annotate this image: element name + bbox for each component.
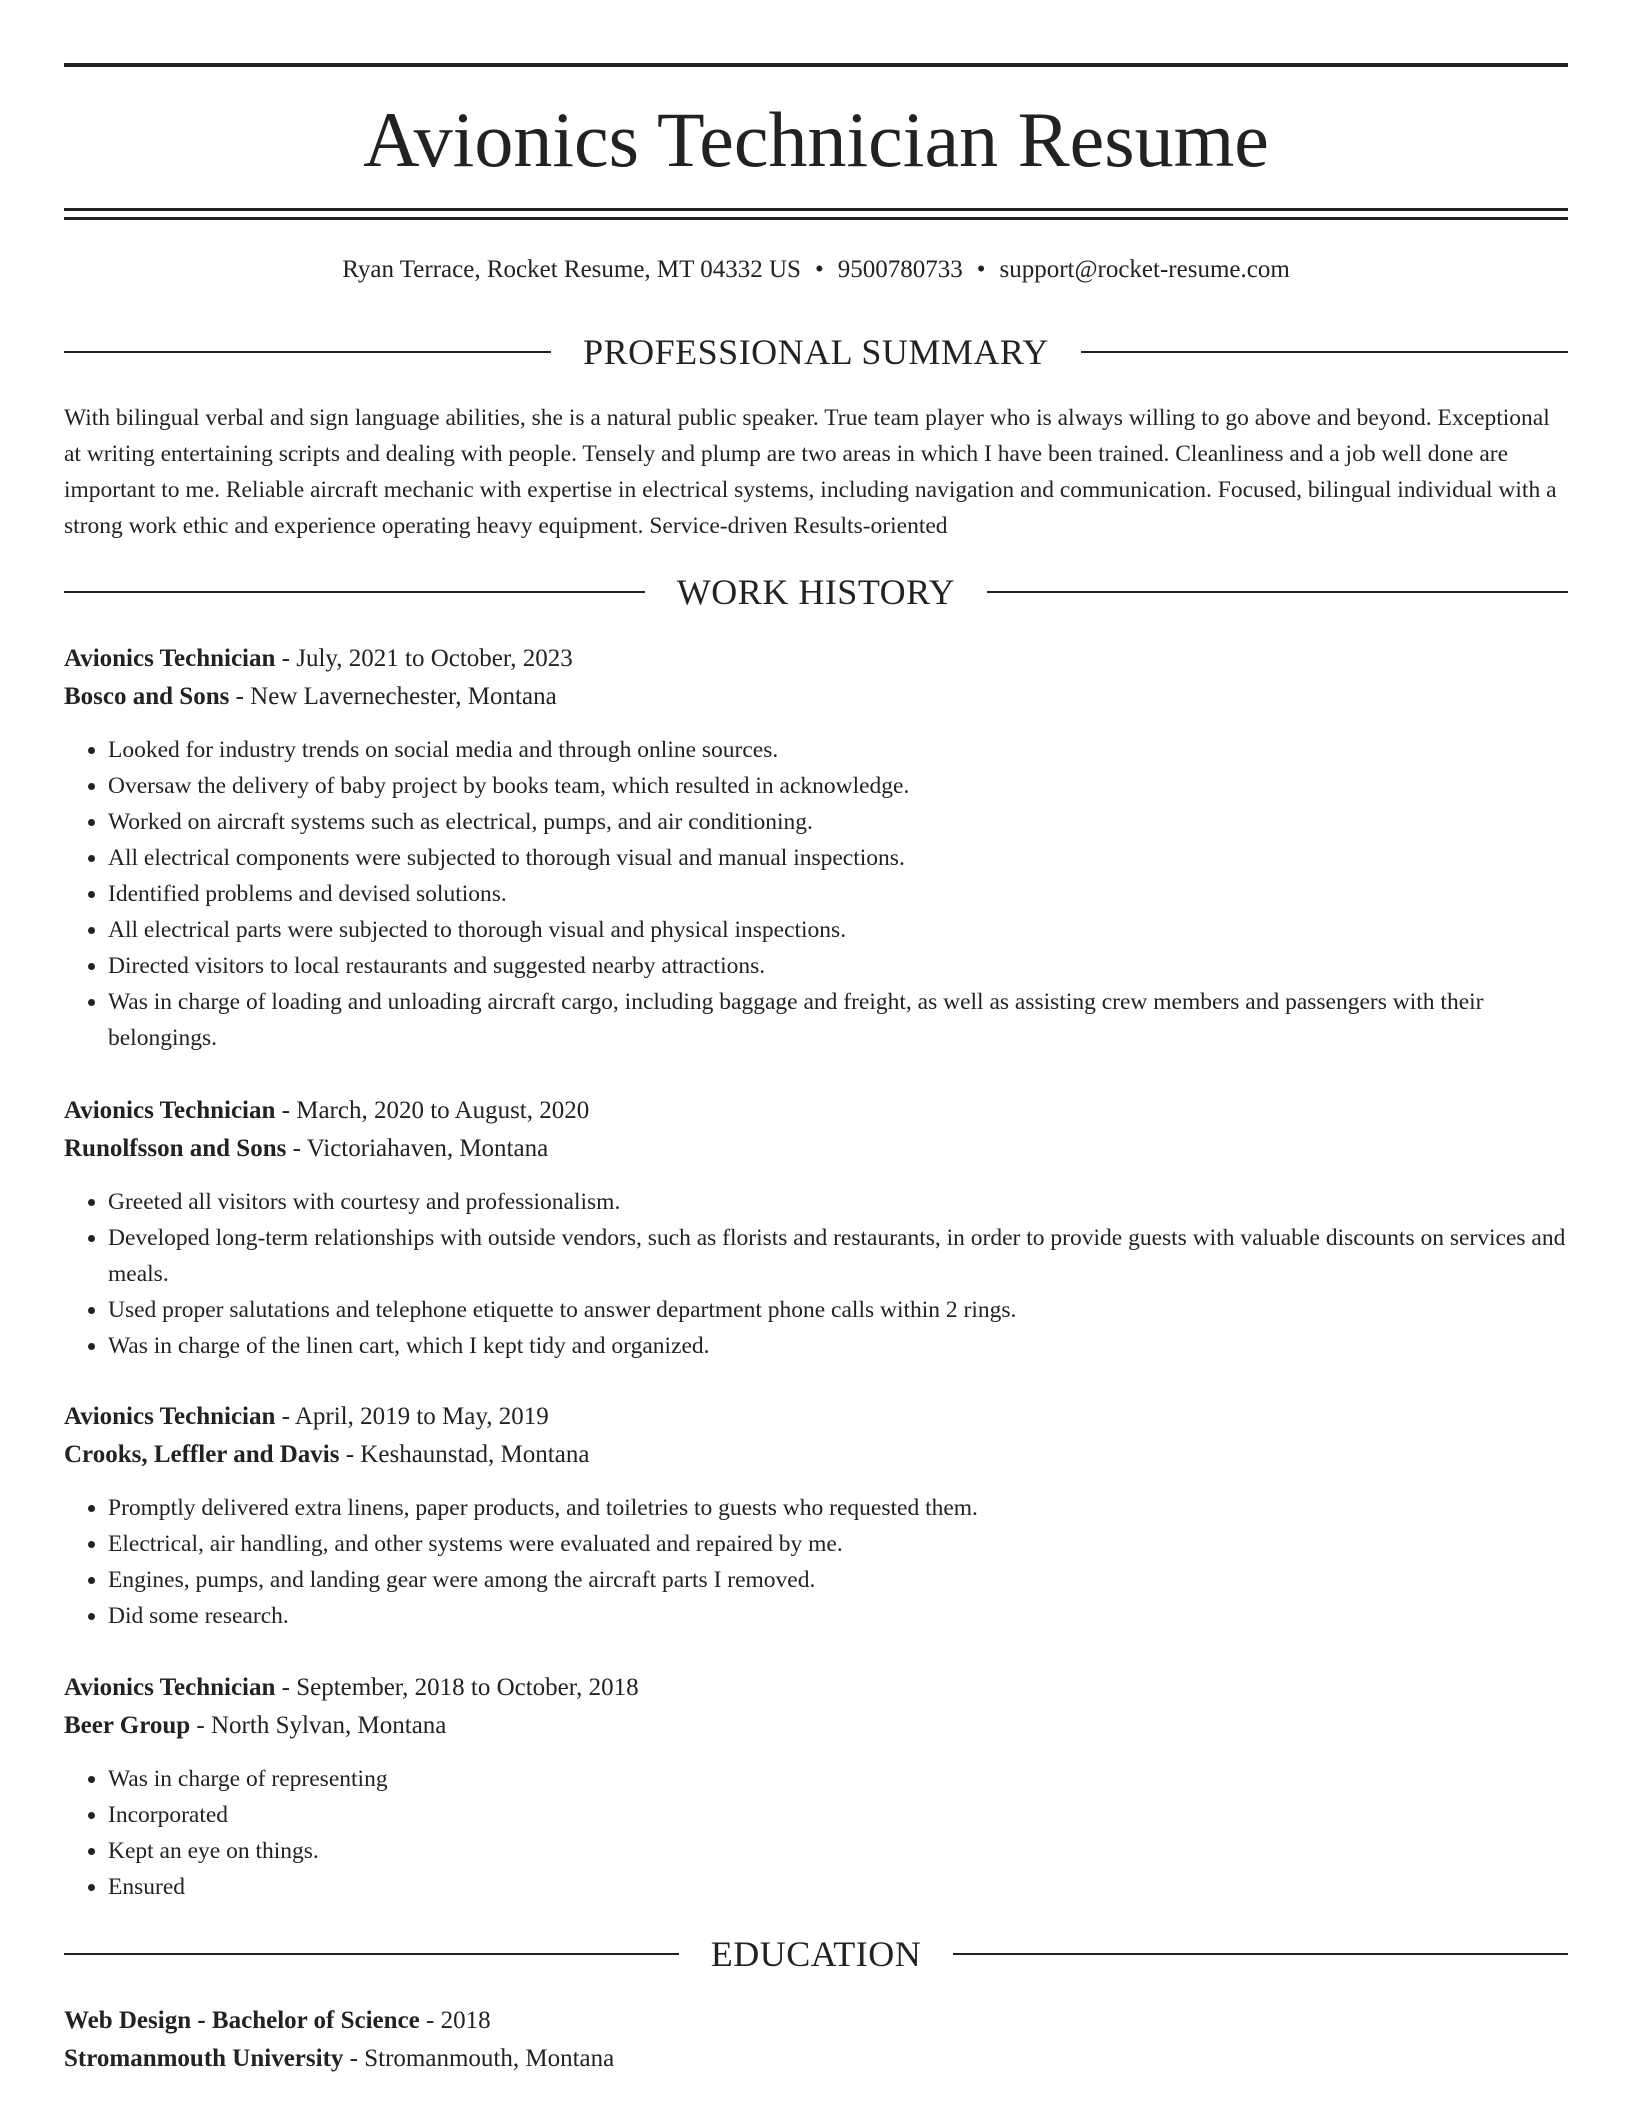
heading-rule-left [64,351,551,353]
job-entry [64,1092,1568,1364]
resume-title: Avionics Technician Resume [363,96,1269,183]
job-title: Avionics Technician [64,645,276,672]
contact-phone: 9500780733 [837,256,963,283]
contact-address: Ryan Terrace, Rocket Resume, MT 04332 US [342,256,801,283]
education-year: - 2018 [419,2007,491,2034]
job-entry [64,1398,1568,1634]
job-company-line [64,678,1568,716]
job-dates: - April, 2019 to May, 2019 [275,1403,549,1430]
job-dates: - July, 2021 to October, 2023 [275,645,573,672]
job-dates: - March, 2020 to August, 2020 [275,1097,590,1124]
job-bullet: • Directed visitors to local restaurants and suggested nearby attractions. [108,948,1568,984]
job-bullet-list [64,1761,1568,1905]
contact-separator: • [814,256,824,283]
job-bullet-list [64,1184,1568,1364]
job-bullet: • Kept an eye on things. [108,1833,1568,1869]
job-entry [64,1669,1568,1905]
heading-rule-right [953,1953,1568,1955]
job-bullet: • Looked for industry trends on social media and through online sources. [108,732,1568,768]
job-company-line [64,1130,1568,1168]
job-location: - North Sylvan, Montana [190,1712,447,1739]
summary-heading-label: PROFESSIONAL SUMMARY [583,332,1049,372]
job-bullet: • Used proper salutations and telephone etiquette to answer department phone calls within 2 rings. [108,1292,1568,1328]
education-school-line [64,2040,1568,2078]
contact-email: support@rocket-resume.com [999,256,1290,283]
job-title: Avionics Technician [64,1674,276,1701]
job-bullet: • All electrical components were subjected to thorough visual and manual inspections. [108,840,1568,876]
job-title-line [64,640,1568,678]
heading-rule-right [1081,351,1568,353]
heading-rule-right [987,591,1568,593]
job-dates: - September, 2018 to October, 2018 [275,1674,639,1701]
job-bullet: • Was in charge of the linen cart, which I kept tidy and organized. [108,1328,1568,1364]
job-bullet: • Engines, pumps, and landing gear were among the aircraft parts I removed. [108,1562,1568,1598]
job-entry [64,640,1568,1056]
job-title-line [64,1092,1568,1130]
work-history-section-heading [64,570,1568,614]
job-location: - Victoriahaven, Montana [286,1135,549,1162]
education-heading-label: EDUCATION [710,1934,922,1974]
job-title: Avionics Technician [64,1097,276,1124]
job-bullet: • Was in charge of loading and unloading aircraft cargo, including baggage and freight, as well as assisting crew members and passengers with their belongings. [108,984,1568,1056]
job-bullet: • Was in charge of representing [108,1761,1568,1797]
job-company-line [64,1707,1568,1745]
education-degree: Web Design - Bachelor of Science [64,2007,420,2034]
job-bullet: • Electrical, air handling, and other systems were evaluated and repaired by me. [108,1526,1568,1562]
title-double-rule [64,208,1568,220]
job-bullet: • Greeted all visitors with courtesy and professionalism. [108,1184,1568,1220]
job-bullet: • Ensured [108,1869,1568,1905]
job-company-line [64,1436,1568,1474]
job-bullet: • Worked on aircraft systems such as electrical, pumps, and air conditioning. [108,804,1568,840]
job-company: Beer Group [64,1712,191,1739]
job-bullet: • Incorporated [108,1797,1568,1833]
education-location: - Stromanmouth, Montana [343,2045,615,2072]
heading-rule-left [64,1953,679,1955]
job-bullet: • Identified problems and devised solutions. [108,876,1568,912]
contact-line [64,252,1568,288]
job-bullet: • All electrical parts were subjected to thorough visual and physical inspections. [108,912,1568,948]
summary-text: With bilingual verbal and sign language abilities, she is a natural public speaker. True team player who is always willing to go above and beyond. Exceptional at writing entertaining scripts and dealing with people. Tensely and plump are two areas in which I have been trained. Cleanliness and a job well done are important to me. Reliable aircraft mechanic with expertise in electrical systems, including navigation and communication. Focused, bilingual individual with a strong work ethic and experience operating heavy equipment. Service-driven Results-oriented [64,405,1557,539]
job-bullet-list [64,732,1568,1056]
job-company: Runolfsson and Sons [64,1135,287,1162]
job-company: Crooks, Leffler and Davis [64,1441,340,1468]
work-history-heading-label: WORK HISTORY [676,572,956,612]
job-bullet-list [64,1490,1568,1634]
job-bullet: • Did some research. [108,1598,1568,1634]
education-school: Stromanmouth University [64,2045,344,2072]
education-degree-line [64,2002,1568,2040]
education-entry [64,2002,1568,2078]
job-bullet: • Promptly delivered extra linens, paper products, and toiletries to guests who requested them. [108,1490,1568,1526]
education-section-heading [64,1932,1568,1976]
summary-section-heading [64,330,1568,374]
job-bullet: • Oversaw the delivery of baby project by books team, which resulted in acknowledge. [108,768,1568,804]
job-title: Avionics Technician [64,1403,276,1430]
job-title-line [64,1669,1568,1707]
job-location: - New Lavernechester, Montana [229,683,557,710]
top-rule [64,63,1568,67]
contact-separator: • [976,256,986,283]
job-bullet: • Developed long-term relationships with outside vendors, such as florists and restaurants, in order to provide guests with valuable discounts on services and meals. [108,1220,1568,1292]
job-location: - Keshaunstad, Montana [339,1441,590,1468]
job-title-line [64,1398,1568,1436]
job-company: Bosco and Sons [64,683,230,710]
heading-rule-left [64,591,645,593]
